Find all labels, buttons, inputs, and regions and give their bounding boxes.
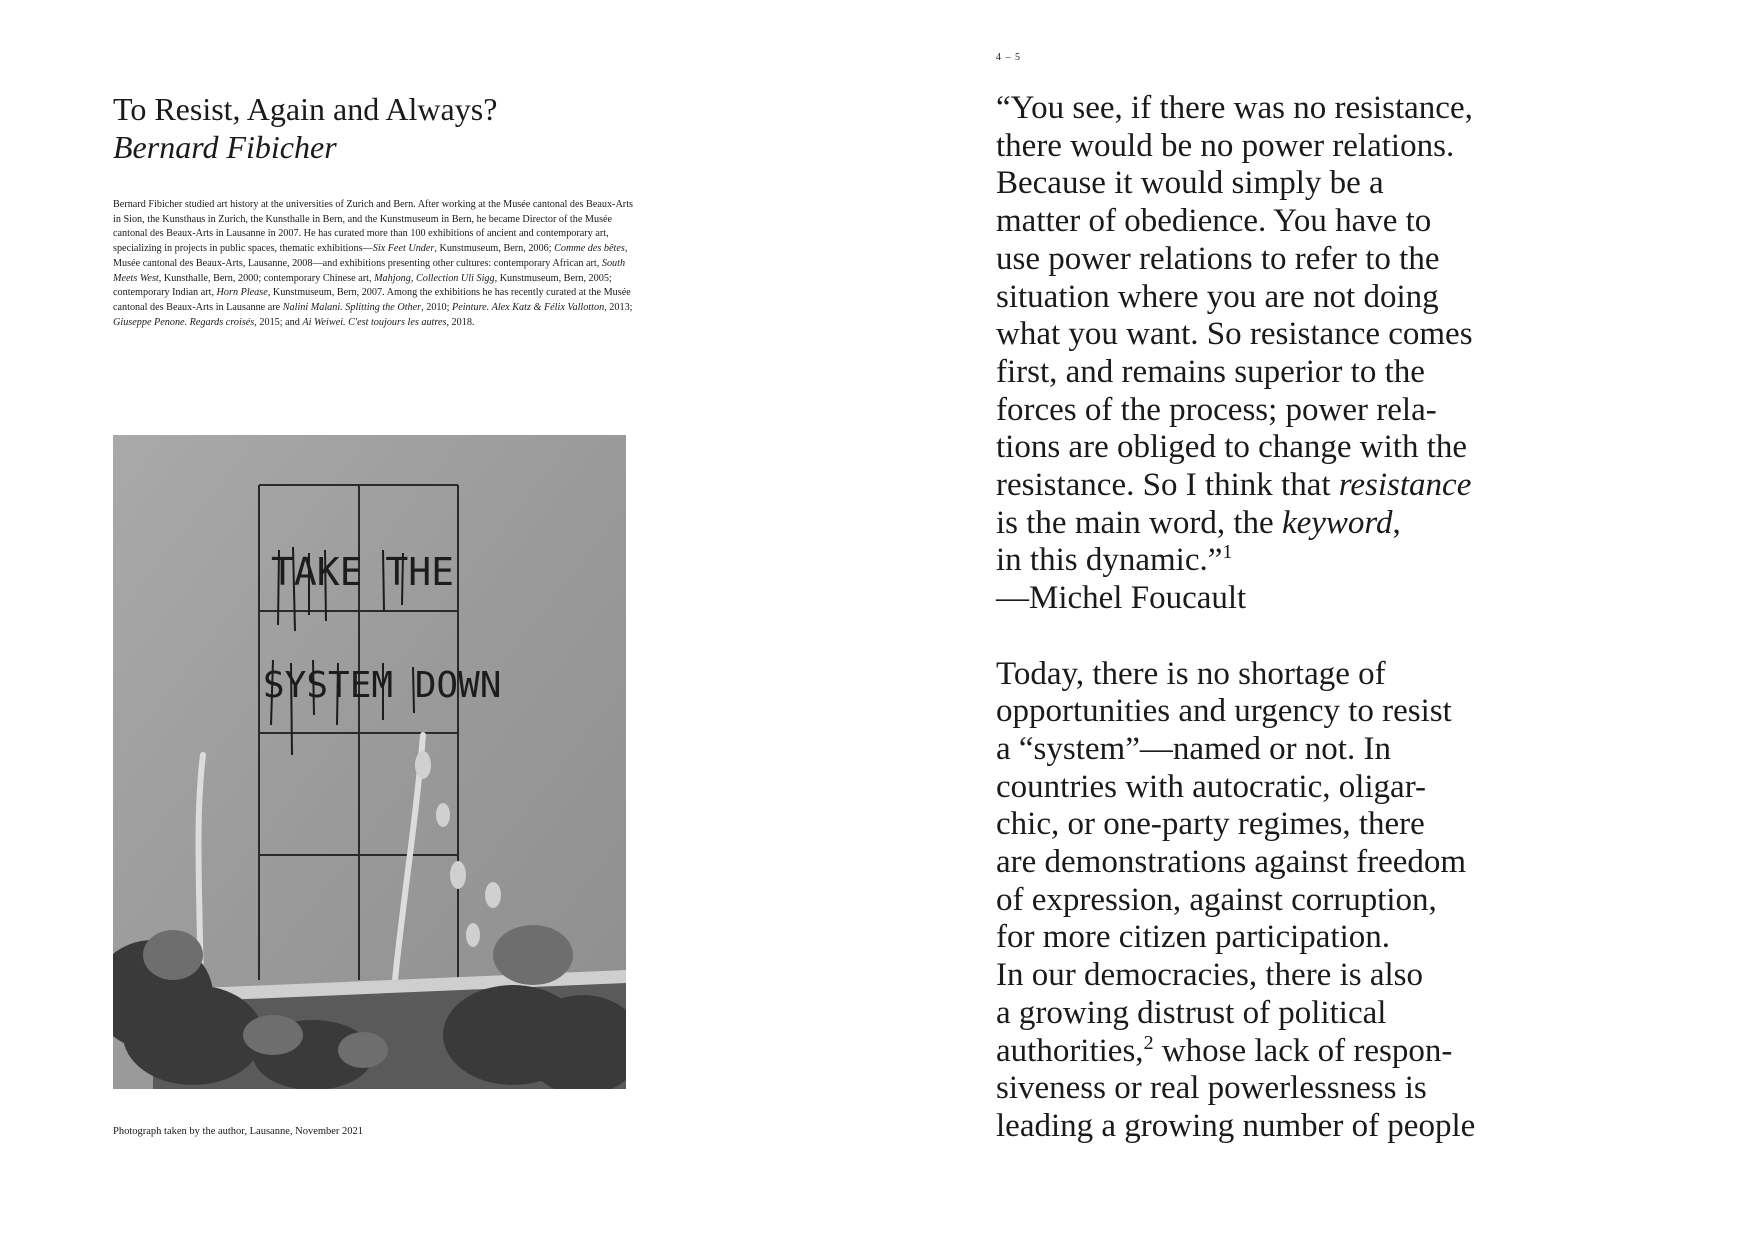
- text-line: [996, 693, 1636, 731]
- text-line: [996, 241, 1636, 279]
- text-line: [996, 90, 1636, 128]
- text-run: matter of obedience. You have to: [996, 203, 1432, 240]
- text-line: [996, 429, 1636, 467]
- wall-graffiti-photo: [113, 435, 626, 1089]
- text-run: forces of the process; power rela-: [996, 391, 1437, 428]
- bio-text-run: , Kunstmuseum, Bern, 2005; contemporary Indian art,: [113, 272, 612, 299]
- text-line: [996, 656, 1636, 694]
- text-line: [996, 731, 1636, 769]
- text-line: [996, 165, 1636, 203]
- text-line: [996, 203, 1636, 241]
- bio-text-run: , Musée cantonal des Beaux-Arts, Lausanne, 2008—and exhibitions presenting other cultures: contemporary African art,: [113, 243, 628, 269]
- title-block: [113, 90, 813, 166]
- text-run: “You see, if there was no resistance,: [996, 90, 1473, 126]
- text-line: [996, 957, 1636, 995]
- bio-title-run: Peinture. Alex Katz & Félix Vallotton: [451, 301, 605, 313]
- emphasis: keyword: [1281, 504, 1393, 541]
- bio-title-run: Comme des bêtes: [554, 243, 625, 255]
- text-run: first, and remains superior to the: [996, 353, 1425, 390]
- text-run: chic, or one-party regimes, there: [996, 806, 1425, 843]
- text-line: [996, 1108, 1636, 1146]
- text-run: tions are obliged to change with the: [996, 429, 1468, 466]
- text-run: whose lack of respon-: [1153, 1032, 1453, 1069]
- text-run: for more citizen participation.: [996, 919, 1391, 956]
- text-line: [996, 806, 1636, 844]
- graffiti-line-2: SYSTEM DOWN: [263, 665, 502, 706]
- bio-text-run: , 2010;: [421, 301, 452, 313]
- text-run: Because it would simply be a: [996, 165, 1384, 202]
- text-run: there would be no power relations.: [996, 127, 1455, 164]
- bio-title-run: Six Feet Under: [372, 243, 435, 255]
- text-line: [996, 316, 1636, 354]
- right-page: [877, 0, 1754, 1239]
- bio-title-run: South Meets West: [113, 257, 626, 284]
- bio-text-run: , Kunstmuseum, Bern, 2006;: [434, 243, 555, 255]
- text-run: leading a growing number of people: [996, 1107, 1476, 1144]
- text-run: authorities,: [996, 1032, 1144, 1069]
- text-run: Today, there is no shortage of: [996, 655, 1386, 692]
- text-line: [996, 542, 1636, 580]
- text-line: [996, 995, 1636, 1033]
- text-run: of expression, against corruption,: [996, 881, 1437, 918]
- text-run: opportunities and urgency to resist: [996, 693, 1452, 730]
- bio-title-run: Horn Please: [216, 287, 268, 299]
- bio-title-run: Nalini Malani. Splitting the Other: [282, 301, 422, 313]
- text-run: —Michel Foucault: [996, 580, 1247, 617]
- footnote-marker: 1: [1222, 541, 1233, 564]
- bio-text-run: , 2018.: [446, 316, 475, 328]
- graffiti-line-1: TAKE THE: [271, 550, 455, 594]
- essay-body: [996, 90, 1636, 1146]
- page-number: 4 – 5: [996, 52, 1021, 63]
- paragraph-gap: [996, 618, 1636, 656]
- text-run: ,: [1392, 504, 1401, 541]
- text-run: what you want. So resistance comes: [996, 316, 1473, 353]
- text-run: In our democracies, there is also: [996, 957, 1424, 994]
- footnote-marker: 2: [1143, 1031, 1154, 1054]
- emphasis: resistance: [1338, 467, 1472, 504]
- bio-text-run: Bernard Fibicher studied art history at the universities of Zurich and Bern. After working at the Musée cantonal des Beaux-Arts in Sion, the Kunsthaus in Zurich, the Kunsthalle in Bern, and the Kunstmuseum in Bern, he became Director of the Musée cantonal des Beaux-Arts in Lausanne in 2007. He has curated more than 100 exhibitions of ancient and contemporary art, specializing in projects in public spaces, thematic exhibitions—: [113, 199, 633, 255]
- photo-caption: Photograph taken by the author, Lausanne, November 2021: [113, 1126, 364, 1137]
- text-run: in this dynamic.”: [996, 542, 1223, 579]
- bio-text-run: , 2015; and: [254, 316, 303, 328]
- text-run: a “system”—named or not. In: [996, 730, 1391, 767]
- text-line: [996, 844, 1636, 882]
- bio-text-run: , 2013;: [604, 301, 633, 313]
- text-line: [996, 505, 1636, 543]
- text-line: [996, 1033, 1636, 1071]
- text-line: [996, 467, 1636, 505]
- bio-title-run: Mahjong, Collection Uli Sigg: [374, 272, 495, 284]
- text-run: a growing distrust of political: [996, 994, 1387, 1031]
- text-run: countries with autocratic, oligar-: [996, 768, 1427, 805]
- text-line: [996, 354, 1636, 392]
- essay-title: To Resist, Again and Always?: [113, 91, 498, 127]
- text-line: [996, 279, 1636, 317]
- author-name: Bernard Fibicher: [113, 129, 337, 165]
- text-run: is the main word, the: [996, 504, 1282, 541]
- bio-text-run: , Kunsthalle, Bern, 2000; contemporary Chinese art,: [158, 272, 375, 284]
- bio-text-run: , Kunstmuseum, Bern, 2007. Among the exhibitions he has recently curated at the Musée cantonal des Beaux-Arts in Lausanne are: [113, 287, 631, 313]
- text-line: [996, 580, 1636, 618]
- author-bio: [113, 198, 633, 330]
- text-run: situation where you are not doing: [996, 278, 1439, 315]
- bio-title-run: Giuseppe Penone. Regards croisés: [113, 316, 255, 328]
- text-run: siveness or real powerlessness is: [996, 1070, 1427, 1107]
- bio-title-run: Ai Weiwei. C'est toujours les autres: [302, 316, 447, 328]
- text-line: [996, 882, 1636, 920]
- text-run: resistance. So I think that: [996, 467, 1339, 504]
- text-run: use power relations to refer to the: [996, 240, 1440, 277]
- text-line: [996, 392, 1636, 430]
- text-line: [996, 128, 1636, 166]
- photograph: [113, 435, 626, 1089]
- text-line: [996, 1070, 1636, 1108]
- text-line: [996, 769, 1636, 807]
- text-run: are demonstrations against freedom: [996, 844, 1467, 881]
- text-line: [996, 919, 1636, 957]
